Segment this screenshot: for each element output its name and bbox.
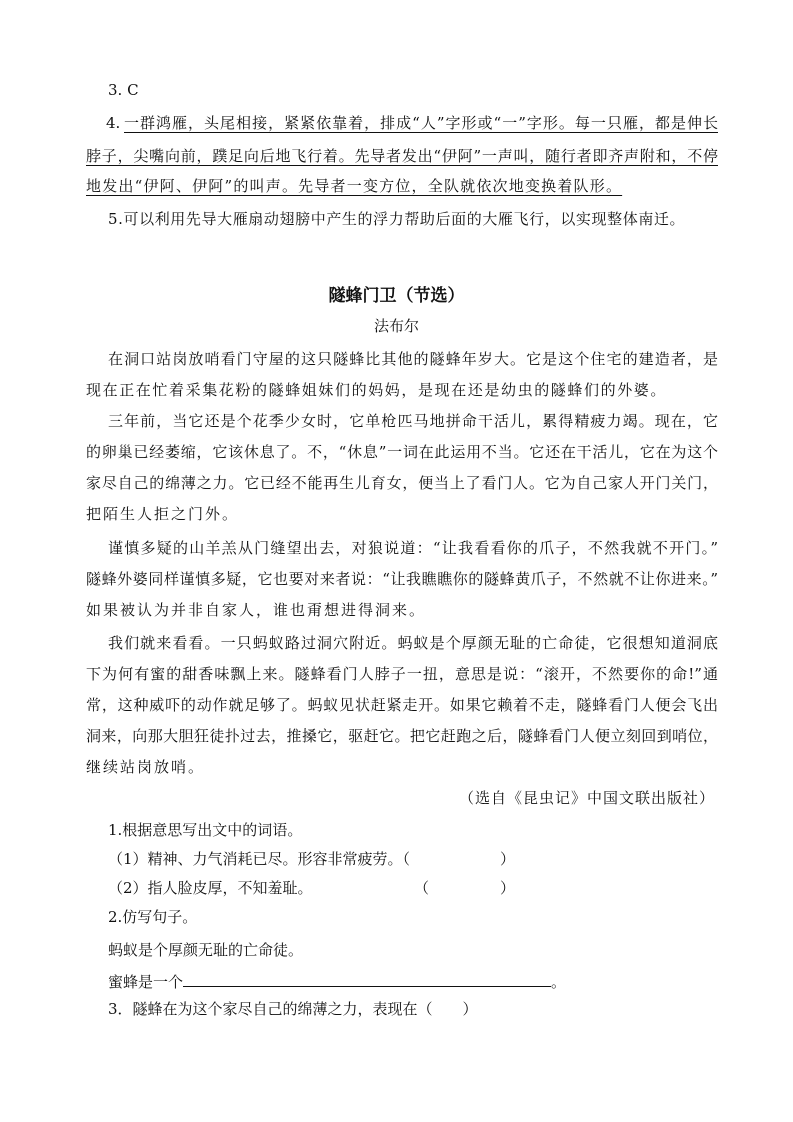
paragraph-line: 隧蜂外婆同样谨慎多疑，它也要对来者说：“让我瞧瞧你的隧蜂黄爪子，不然就不让你进来。”	[86, 570, 718, 588]
question-1-1: （1）精神、力气消耗已尽。形容非常疲劳。（	[108, 850, 411, 868]
paragraph-line: 在洞口站岗放哨看门守屋的这只隧蜂比其他的隧蜂年岁大。它是这个住宅的建造者，是	[108, 350, 718, 368]
answer-paren-close[interactable]: ）	[500, 850, 516, 868]
paragraph-line: 现在正在忙着采集花粉的隧蜂姐妹们的妈妈，是现在还是幼虫的隧蜂们的外婆。	[86, 381, 668, 399]
paragraph-line: 继续站岗放哨。	[86, 758, 206, 776]
question-2: 2.仿写句子。	[108, 908, 198, 926]
question-3: 3．隧蜂在为这个家尽自己的绵薄之力，表现在（ ）	[108, 1000, 478, 1018]
answer-5: 5.可以利用先导大雁扇动翅膀中产生的浮力帮助后面的大雁飞行，以实现整体南迁。	[108, 210, 686, 228]
answer-paren-close[interactable]: ）	[500, 879, 516, 897]
paragraph-line: 家尽自己的绵薄之力。它已经不能再生儿育女，便当上了看门人。它为自己家人开门关门，	[86, 474, 718, 492]
answer-3: 3. C	[108, 81, 139, 99]
paragraph-line: 我们就来看看。一只蚂蚁路过洞穴附近。蚂蚁是个厚颜无耻的亡命徒，它很想知道洞底	[108, 634, 718, 652]
paragraph-line: 常，这种威吓的动作就足够了。蚂蚁见状赶紧走开。如果它赖着不走，隧蜂看门人便会飞出	[86, 696, 718, 714]
paragraph-line: 三年前，当它还是个花季少女时，它单枪匹马地拼命干活儿，累得精疲力竭。现在，它	[108, 412, 718, 430]
answer-4-line: 地发出“伊阿、伊阿”的叫声。先导者一变方位，全队就依次地变换着队形。	[86, 177, 623, 195]
answer-4-number: 4.	[106, 114, 121, 132]
question-2-example: 蚂蚁是个厚颜无耻的亡命徒。	[108, 941, 304, 959]
answer-4-line: 脖子，尖嘴向前，蹼足向后地飞行着。先导者发出“伊阿”一声叫，随行者即齐声附和，不停	[86, 147, 718, 165]
prompt-text: 蜜蜂是一个	[108, 973, 184, 991]
answer-4-line: 一群鸿雁，头尾相接，紧紧依靠着，排成“人”字形或“一”字形。每一只雁，都是伸长	[124, 114, 718, 132]
article-title: 隧蜂门卫（节选）	[328, 286, 465, 306]
paragraph-line: 谨慎多疑的山羊羔从门缝望出去，对狼说道：“让我看看你的爪子，不然我就不开门。”	[108, 539, 718, 557]
answer-paren-open[interactable]: （	[414, 879, 430, 897]
question-1: 1.根据意思写出文中的词语。	[108, 821, 303, 839]
question-1-2: （2）指人脸皮厚，不知羞耻。	[108, 879, 313, 897]
paragraph-line: 洞来，向那大胆狂徒扑过去，推搡它，驱赶它。把它赶跑之后，隧蜂看门人便立刻回到哨位，	[86, 727, 718, 745]
paragraph-line: 下为何有蜜的甜香味飘上来。隧蜂看门人脖子一扭，意思是说：“滚开，不然要你的命!”通	[86, 665, 718, 683]
question-2-prompt	[108, 972, 566, 992]
article-source: （选自《昆虫记》中国文联出版社）	[458, 789, 715, 807]
paragraph-line: 把陌生人拒之门外。	[86, 505, 240, 523]
answer-blank[interactable]	[183, 972, 551, 987]
paragraph-line: 如果被认为并非自家人，谁也甭想进得洞来。	[86, 601, 427, 619]
paragraph-line: 的卵巢已经萎缩，它该休息了。不，“休息”一词在此运用不当。它还在干活儿，它在为这个	[86, 443, 718, 461]
article-author: 法布尔	[373, 317, 419, 335]
prompt-end: 。	[551, 973, 567, 991]
